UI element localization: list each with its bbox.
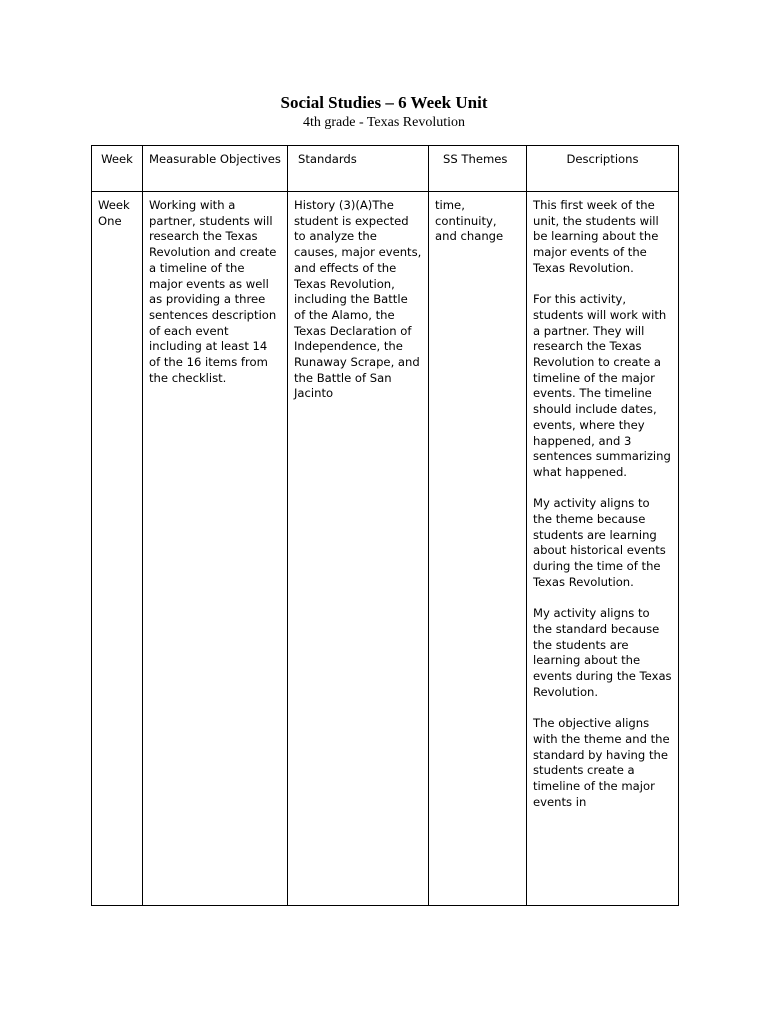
description-paragraph: My activity aligns to the standard because the students are learning about the events during the Texas Revolution. xyxy=(533,606,672,699)
document-title: Social Studies – 6 Week Unit xyxy=(280,93,488,112)
description-paragraph: This first week of the unit, the students will be learning about the major events of the Texas Revolution. xyxy=(533,198,659,275)
description-paragraph: My activity aligns to the theme because students are learning about historical events during the time of the Texas Revolution. xyxy=(533,496,666,589)
column-header-objectives: Measurable Objectives xyxy=(143,146,288,192)
description-paragraph: For this activity, students will work with a partner. They will research the Texas Revolution to create a timeline of the major events. The timeline should include dates, events, where they happened, and 3 sentences summarizing what happened. xyxy=(533,292,671,479)
table-header-row xyxy=(92,146,679,192)
document-subtitle: 4th grade - Texas Revolution xyxy=(302,115,466,130)
column-header-standards: Standards xyxy=(288,146,429,192)
table-row xyxy=(92,192,679,906)
cell-standards: History (3)(A)The student is expected to analyze the causes, major events, and effects of the Texas Revolution, including the Battle of the Alamo, the Texas Declaration of Independence, the Runaway Scrape, and the Battle of San Jacinto xyxy=(288,192,429,906)
column-header-descriptions: Descriptions xyxy=(527,146,679,192)
column-header-week: Week xyxy=(92,146,143,192)
description-paragraph: The objective aligns with the theme and the standard by having the students create a timeline of the major events in xyxy=(533,716,670,809)
cell-descriptions xyxy=(527,192,679,906)
unit-plan-table xyxy=(91,145,679,906)
cell-week: Week One xyxy=(92,192,143,906)
cell-objectives: Working with a partner, students will research the Texas Revolution and create a timeline of the major events as well as providing a three sentences description of each event including at least 14 of the 16 items from the checklist. xyxy=(143,192,288,906)
cell-themes: time, continuity, and change xyxy=(429,192,527,906)
column-header-themes: SS Themes xyxy=(429,146,527,192)
